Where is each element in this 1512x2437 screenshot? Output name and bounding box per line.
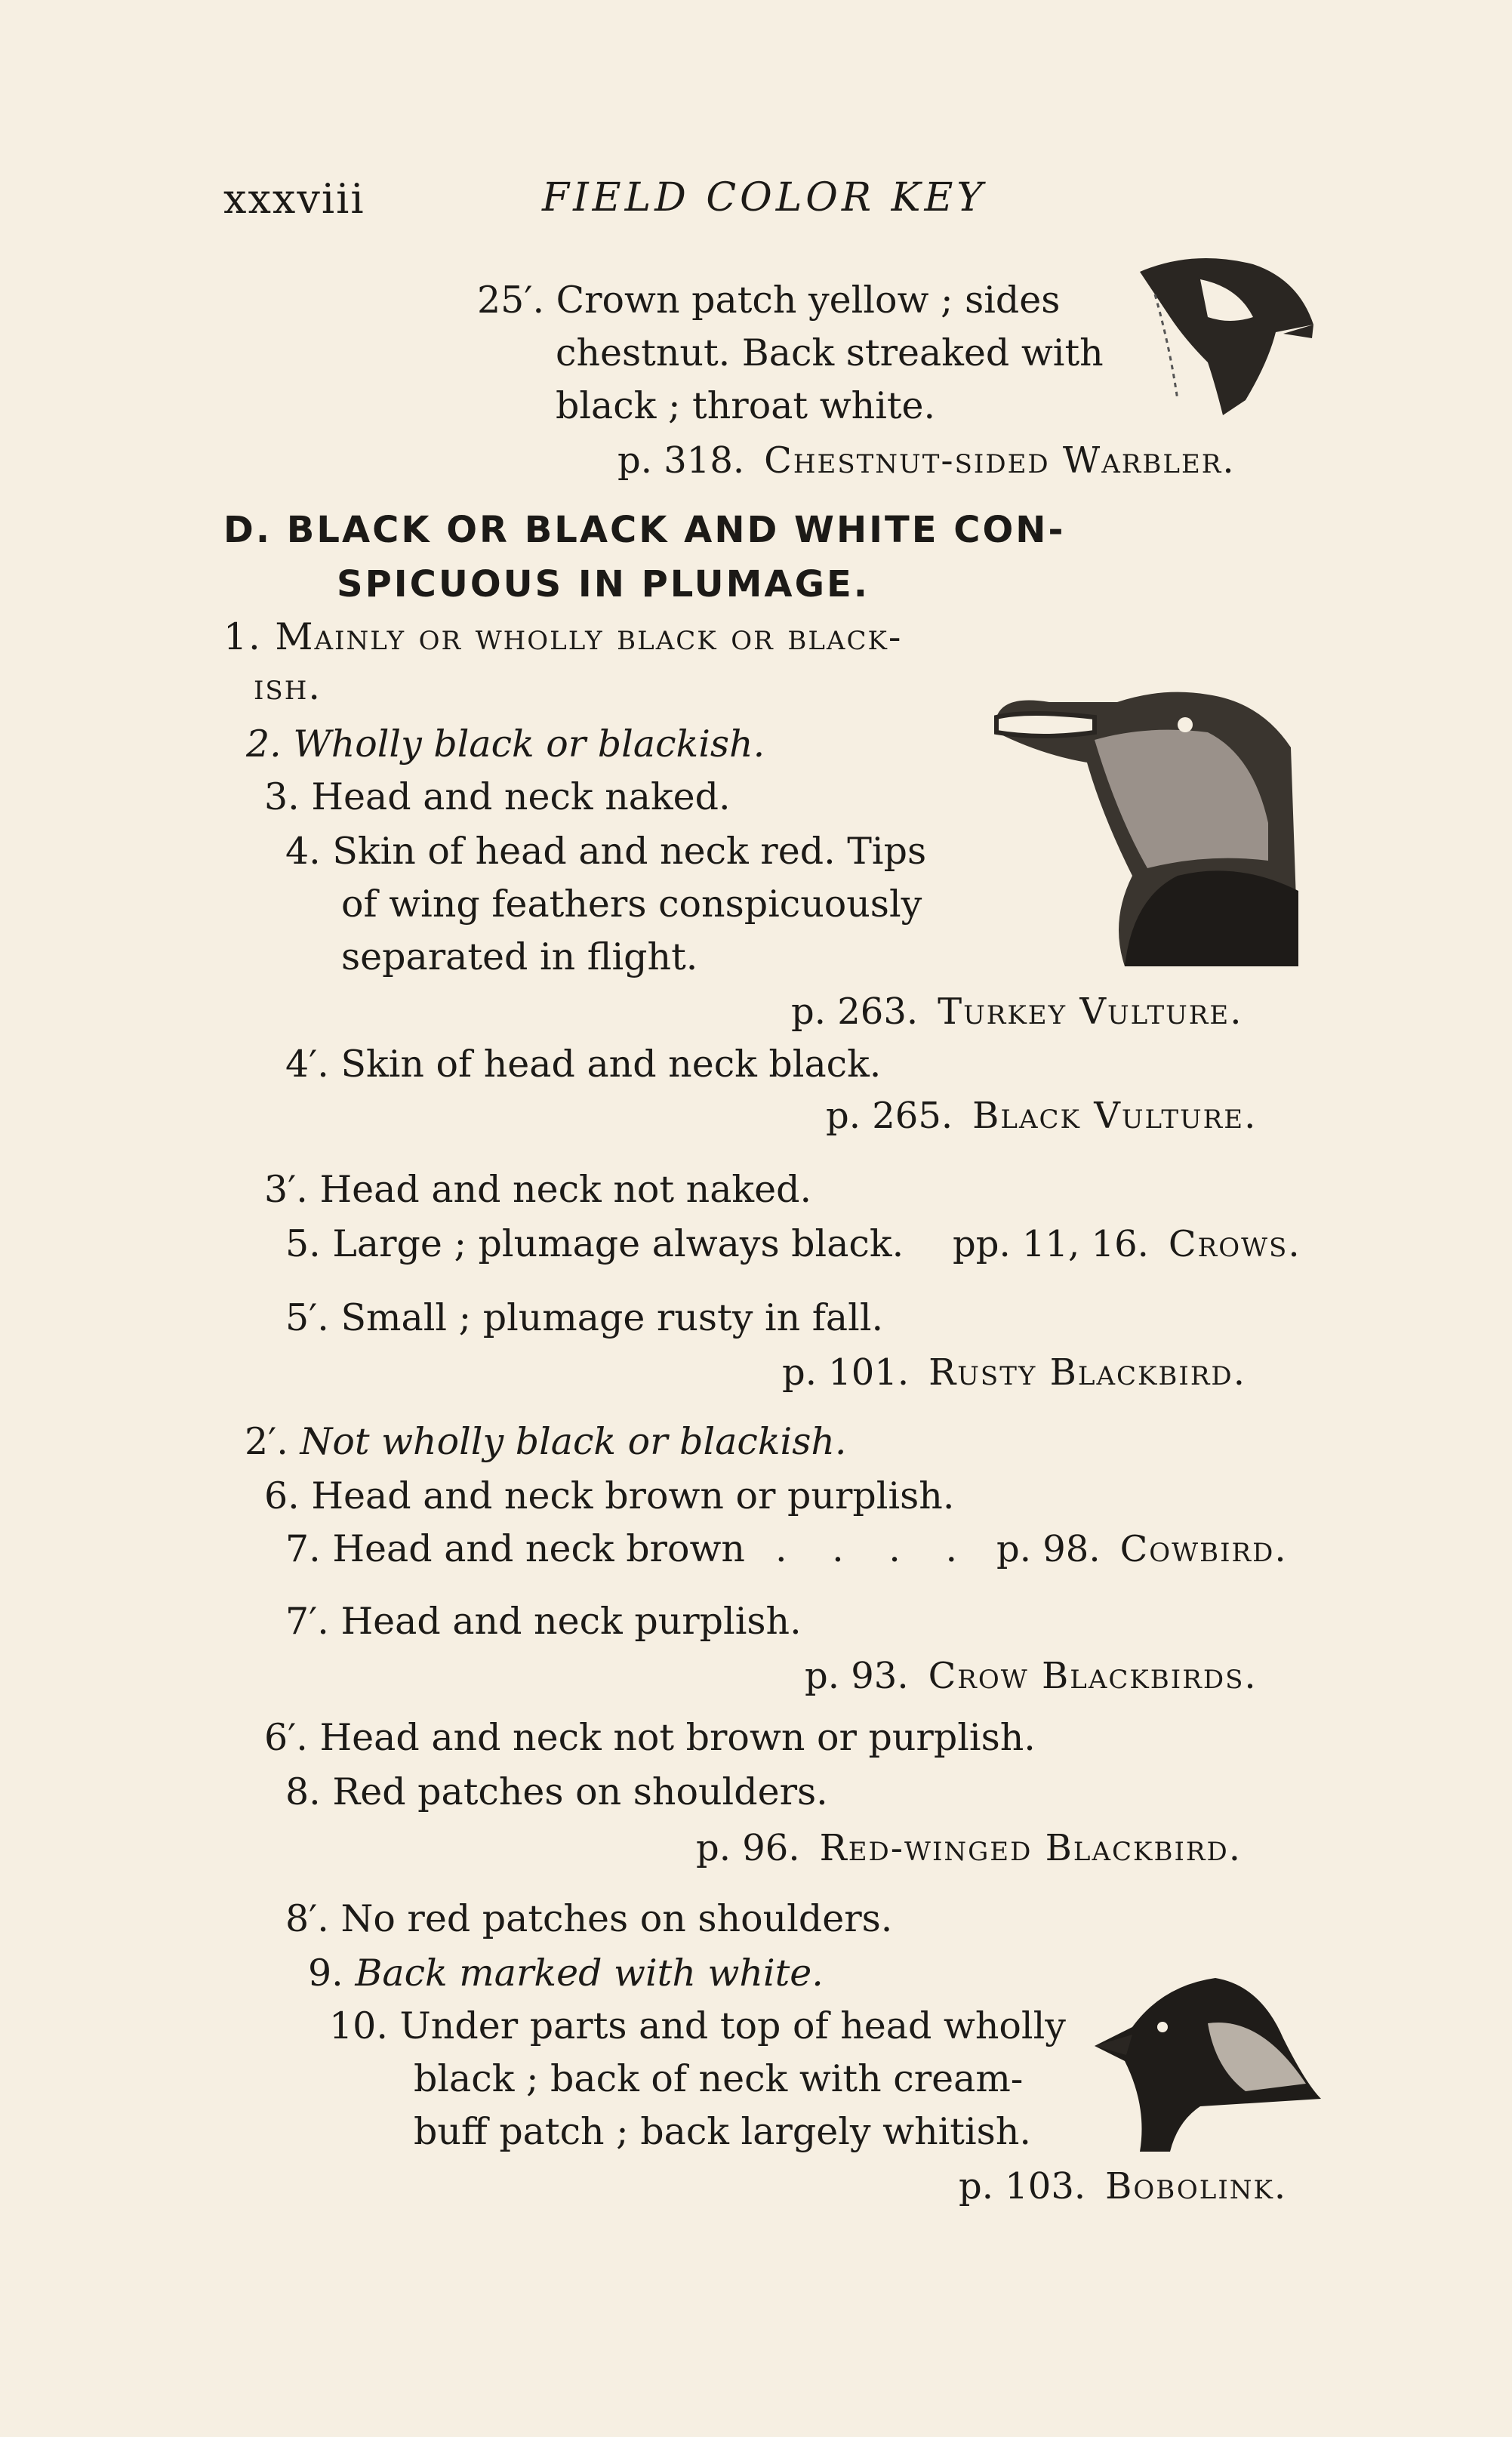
species-name: Bobolink.	[1105, 2165, 1288, 2207]
entry-7p-reference	[805, 1653, 1258, 1699]
entry-1-line-1: 1. Mainly or wholly black or black-	[223, 615, 903, 658]
page-reference: p. 96.	[696, 1827, 800, 1869]
entry-5p-reference	[782, 1350, 1246, 1395]
entry-5	[285, 1222, 904, 1267]
entry-25p-reference	[617, 438, 1236, 483]
species-name: Crow Blackbirds.	[928, 1655, 1258, 1697]
page-reference: p. 98.	[996, 1528, 1101, 1570]
bobolink-head-icon	[1079, 1955, 1329, 2152]
entry-text: Back marked with white.	[355, 1952, 824, 1995]
entry-3: 3. Head and neck naked.	[264, 775, 731, 818]
entry-4-reference	[791, 989, 1243, 1034]
running-title: FIELD COLOR KEY	[542, 175, 987, 220]
entry-7p: 7′. Head and neck purplish.	[285, 1600, 802, 1643]
page-reference: p. 263.	[791, 991, 919, 1033]
entry-number: 25′.	[477, 279, 545, 322]
species-name: Cowbird.	[1119, 1528, 1288, 1570]
species-name: Chestnut-sided Warbler.	[764, 439, 1236, 482]
entry-25p-line-3: black ; throat white.	[556, 384, 936, 427]
entry-text: 7. Head and neck brown	[285, 1527, 745, 1570]
entry-4p-reference	[826, 1093, 1257, 1138]
page-reference: pp. 11, 16.	[953, 1223, 1149, 1265]
species-name: Red-winged Blackbird.	[819, 1827, 1242, 1869]
entry-7	[285, 1527, 984, 1572]
species-name: Black Vulture.	[972, 1095, 1258, 1137]
entry-10-line-1: 10. Under parts and top of head wholly	[329, 2004, 1066, 2047]
entry-text: Crown patch yellow ; sides	[556, 279, 1061, 322]
entry-8: 8. Red patches on shoulders.	[285, 1770, 828, 1813]
entry-5p: 5′. Small ; plumage rusty in fall.	[285, 1296, 884, 1339]
entry-6: 6. Head and neck brown or purplish.	[264, 1474, 955, 1517]
entry-2p	[245, 1419, 847, 1465]
entry-10-line-3: buff patch ; back largely whitish.	[414, 2110, 1031, 2153]
entry-text: 5. Large ; plumage always black.	[285, 1222, 904, 1265]
entry-2: 2. Wholly black or blackish.	[246, 722, 765, 766]
entry-10-line-2: black ; back of neck with cream-	[414, 2057, 1024, 2100]
entry-1-line-2: ish.	[254, 665, 322, 708]
entry-8p: 8′. No red patches on shoulders.	[285, 1897, 893, 1940]
page-reference: p. 93.	[805, 1655, 909, 1697]
entry-8-reference	[696, 1825, 1242, 1871]
page-reference: p. 101.	[782, 1351, 910, 1394]
page-reference: p. 103.	[959, 2165, 1086, 2207]
entry-number: 2′.	[245, 1420, 288, 1463]
entry-25p-line-2: chestnut. Back streaked with	[556, 331, 1104, 374]
entry-4-line-1: 4. Skin of head and neck red. Tips	[285, 830, 927, 873]
entry-4-line-3: separated in flight.	[341, 935, 698, 978]
species-name: Rusty Blackbird.	[928, 1351, 1246, 1394]
page-header	[0, 175, 1512, 236]
page-reference: p. 318.	[617, 439, 745, 482]
warbler-head-icon	[1125, 249, 1321, 423]
entry-number: 9.	[308, 1952, 343, 1995]
entry-4-line-2: of wing feathers conspicuously	[341, 883, 922, 926]
species-name: Crows.	[1168, 1223, 1301, 1265]
vulture-head-icon	[981, 672, 1336, 974]
entry-text: Not wholly black or blackish.	[300, 1420, 847, 1463]
section-d-heading-line-2: SPICUOUS IN PLUMAGE.	[337, 563, 870, 605]
entry-4p: 4′. Skin of head and neck black.	[285, 1043, 882, 1086]
entry-5-reference	[953, 1222, 1301, 1267]
entry-7-reference	[996, 1527, 1288, 1572]
entry-10-reference	[959, 2164, 1287, 2209]
section-d-heading-line-1: D. BLACK OR BLACK AND WHITE CON-	[223, 509, 1066, 551]
page-number: xxxviii	[223, 175, 365, 223]
entry-25p-line-1	[477, 278, 1060, 323]
entry-3p: 3′. Head and neck not naked.	[264, 1168, 812, 1211]
leader-dots: . . . .	[774, 1527, 975, 1570]
entry-9	[308, 1951, 824, 1996]
page-reference: p. 265.	[826, 1095, 953, 1137]
species-name: Turkey Vulture.	[938, 991, 1243, 1033]
entry-6p: 6′. Head and neck not brown or purplish.	[264, 1716, 1036, 1759]
